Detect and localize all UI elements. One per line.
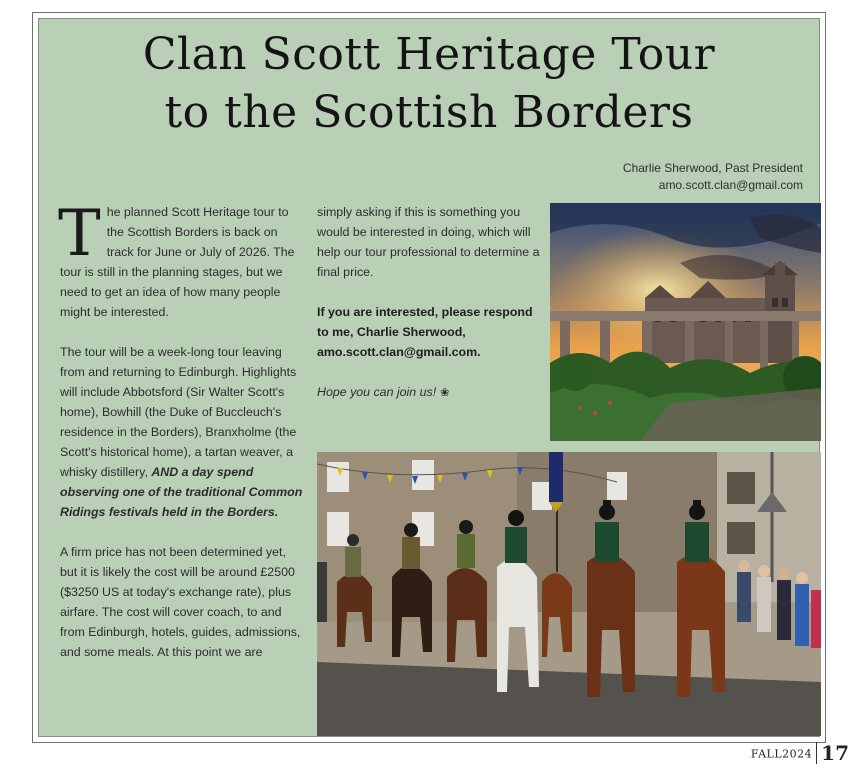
author-name: Charlie Sherwood, Past President	[622, 161, 803, 175]
issue-label: FALL2024	[750, 747, 813, 761]
celtic-knot-icon: ❀	[440, 387, 450, 399]
paragraph-contact	[317, 302, 545, 362]
drop-cap: T	[58, 197, 101, 271]
page-number: 17	[821, 741, 849, 765]
byline	[623, 160, 803, 194]
title-line-2: to the Scottish Borders	[164, 87, 694, 138]
author-email: amo.scott.clan@gmail.com	[658, 178, 803, 192]
paragraph-price	[60, 542, 304, 662]
column-2	[317, 202, 545, 423]
highlights-text: The tour will be a week-long tour leaving from and returning to Edinburgh. Highlights will include Abbotsford (Sir Walter Scott's home), Bowhill (the Duke of Buccleuch's residence in the Borders), Branxholme (the Scott's historical home), a tartan weaver, a whisky distillery,	[60, 345, 297, 479]
page-footer	[751, 741, 849, 765]
paragraph-highlights	[60, 342, 304, 522]
article-title	[38, 26, 820, 142]
paragraph-closing	[317, 382, 545, 403]
contact-text: If you are interested, please respond to me, Charlie Sherwood, amo.scott.clan@gmail.com.	[317, 305, 533, 359]
continued-text: simply asking if this is something you would be interested in doing, which will help our tour professional to determine a final price.	[317, 205, 540, 279]
column-1	[58, 197, 304, 682]
title-line-1: Clan Scott Heritage Tour	[142, 29, 716, 80]
common-riding-photo	[317, 452, 821, 736]
paragraph-intro	[58, 197, 304, 322]
footer-divider	[816, 742, 817, 764]
bowhill-house-photo	[550, 203, 821, 441]
closing-text: Hope you can join us!	[317, 385, 437, 399]
intro-text: he planned Scott Heritage tour to the Scottish Borders is back on track for June or July of 2026. The tour is still in the planning stages, but we need to get an idea of how many people might be interested.	[60, 205, 295, 319]
paragraph-continued	[317, 202, 545, 282]
highlights-emphasis: AND a day spend observing one of the traditional Common Ridings festivals held in the Borders.	[60, 465, 303, 519]
price-text: A firm price has not been determined yet, but it is likely the cost will be around £2500 ($3250 US at today's exchange rate), plus airfare. The cost will cover coach, to and from Edinburgh, hotels, guides, admissions, and some meals. At this point we are	[60, 545, 301, 659]
